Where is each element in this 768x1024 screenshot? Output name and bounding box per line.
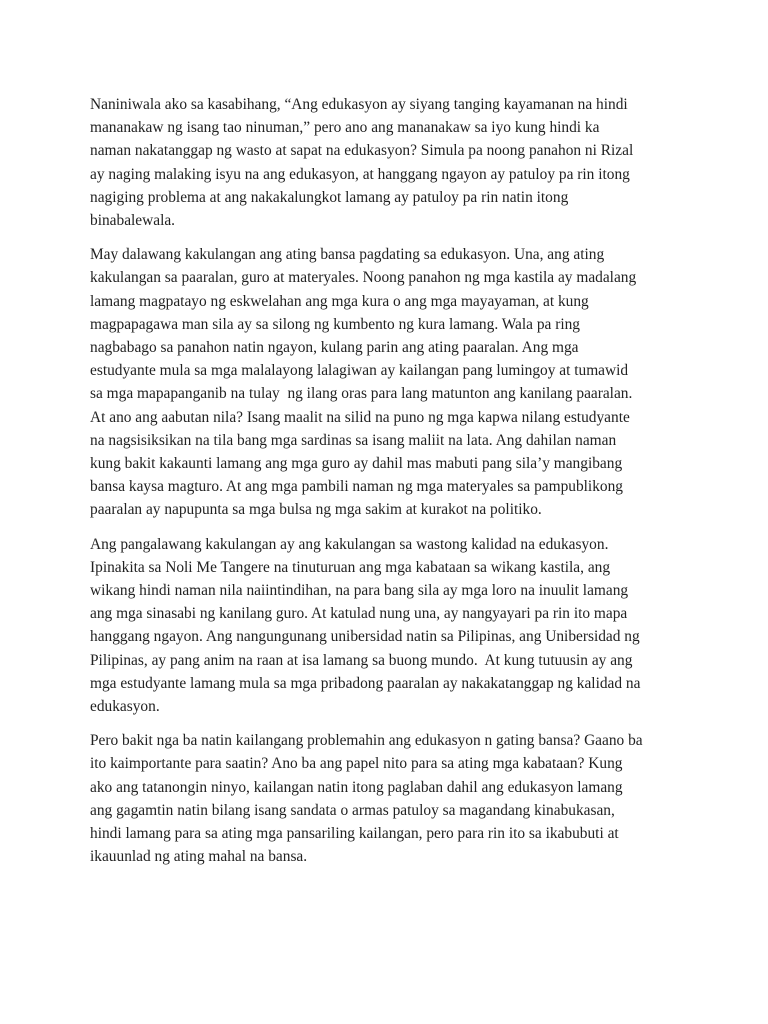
text-line: ay naging malaking isyu na ang edukasyon, at hanggang ngayon ay patuloy pa rin itong [90,165,630,183]
text-line: ito kaimportante para saatin? Ano ba ang papel nito para sa ating mga kabataan? Kung [90,755,623,773]
text-line: binabalewala. [90,212,176,230]
text-line: ikauunlad ng ating mahal na bansa. [90,848,308,866]
text-line: Ipinakita sa Noli Me Tangere na tinuturuan ang mga kabataan sa wikang kastila, ang [90,558,611,576]
text-line: kung bakit kakaunti lamang ang mga guro ay dahil mas mabuti pang sila’y mangibang [90,455,623,473]
paragraph-4 [90,729,680,868]
text-line: Naniniwala ako sa kasabihang, “Ang edukasyon ay siyang tanging kayamanan na hindi [90,96,628,113]
paragraph-3 [90,533,680,719]
text-line: kakulangan sa paaralan, guro at materyales. Noong panahon ng mga kastila ay madalang [90,269,637,287]
text-line: na nagsisiksikan na tila bang mga sardinas sa isang maliit na lata. Ang dahilan naman [90,431,617,449]
paragraph-2 [90,243,680,521]
text-line: ako ang tatanongin ninyo, kailangan natin itong paglaban dahil ang edukasyon lamang [90,778,623,796]
text-line: naman nakatanggap ng wasto at sapat na edukasyon? Simula pa noong panahon ni Rizal [90,142,634,160]
text-line: estudyante mula sa mga malalayong lalagiwan ay kailangan pang lumingoy at tumawid [90,362,629,380]
text-line: paaralan ay napupunta sa mga bulsa ng mga sakim at kurakot na politiko. [90,501,542,519]
paragraph-1 [90,93,680,232]
text-line: bansa kaysa magturo. At ang mga pambili naman ng mga materyales sa pampublikong [90,478,623,496]
text-line: Ang pangalawang kakulangan ay ang kakulangan sa wastong kalidad na edukasyon. [90,535,609,553]
text-line: wikang hindi naman nila naiintindihan, na para bang sila ay mga loro na inuulit lamang [90,582,629,600]
text-line: nagbabago sa panahon natin ngayon, kulang parin ang ating paaralan. Ang mga [90,339,579,357]
text-line: hanggang ngayon. Ang nangungunang unibersidad natin sa Pilipinas, ang Unibersidad ng [90,628,640,646]
text-line: sa mga mapapanganib na tulay ng ilang oras para lang matunton ang kanilang paaralan. [90,385,633,403]
text-line: lamang magpatayo ng eskwelahan ang mga kura o ang mga mayayaman, at kung [90,292,589,310]
text-line: ang gagamtin natin bilang isang sandata o armas patuloy sa magandang kinabukasan, [90,801,615,819]
text-line: Pero bakit nga ba natin kailangang problemahin ang edukasyon n gating bansa? Gaano ba [90,732,643,750]
text-line: ang mga sinasabi ng kanilang guro. At katulad nung una, ay nangyayari pa rin ito mapa [90,605,628,623]
text-line: Pilipinas, ay pang anim na raan at isa lamang sa buong mundo. At kung tutuusin ay ang [90,651,633,669]
text-line: edukasyon. [90,698,160,716]
text-line: May dalawang kakulangan ang ating bansa pagdating sa edukasyon. Una, ang ating [90,246,605,264]
text-line: nagiging problema at ang nakakalungkot lamang ay patuloy pa rin natin itong [90,188,569,206]
text-line: mananakaw ng isang tao ninuman,” pero ano ang mananakaw sa iyo kung hindi ka [90,119,600,137]
essay-body [90,93,680,880]
text-line: magpapagawa man sila ay sa silong ng kumbento ng kura lamang. Wala pa ring [90,315,580,333]
text-line: At ano ang aabutan nila? Isang maalit na silid na puno ng mga kapwa nilang estudyante [90,408,630,426]
text-line: mga estudyante lamang mula sa mga pribadong paaralan ay nakakatanggap ng kalidad na [90,674,641,692]
text-line: hindi lamang para sa ating mga pansariling kailangan, pero para rin ito sa ikabubuti at [90,825,619,843]
